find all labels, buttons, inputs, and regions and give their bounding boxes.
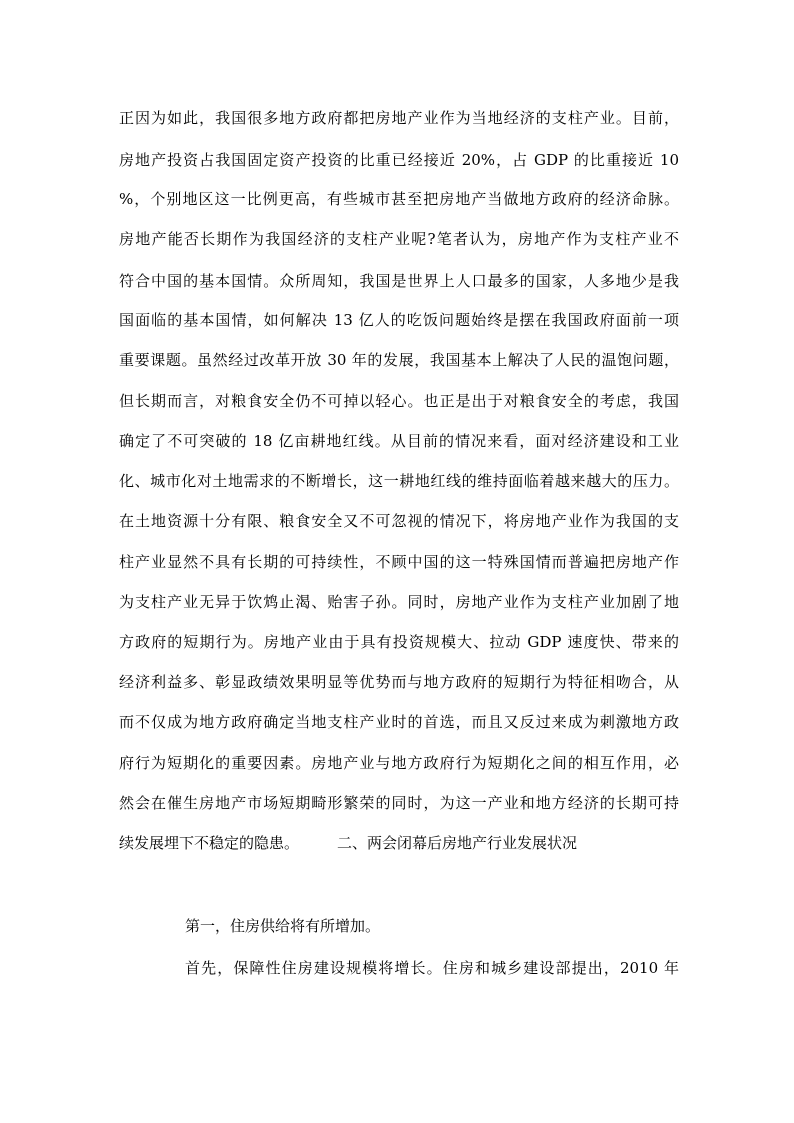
body-text-line: 府行为短期化的重要因素。房地产业与地方政府行为短期化之间的相互作用，必 [119, 754, 679, 772]
body-text-line: 房地产投资占我国固定资产投资的比重已经接近 20%，占 GDP 的比重接近 10 [119, 151, 679, 169]
subheading: 第一，住房供给将有所增加。 [185, 917, 381, 935]
body-text-line: 化、城市化对土地需求的不断增长，这一耕地红线的维持面临着越来越大的压力。 [119, 472, 679, 490]
body-text-line: 房地产能否长期作为我国经济的支柱产业呢?笔者认为，房地产作为支柱产业不 [119, 230, 679, 248]
body-text-last-line [119, 833, 679, 853]
paragraph-2-first-line: 首先，保障性住房建设规模将增长。住房和城乡建设部提出，2010 年 [185, 959, 679, 977]
body-text-line: 确定了不可突破的 18 亿亩耕地红线。从目前的情况来看，面对经济建设和工业 [119, 432, 679, 450]
body-text-line: 经济利益多、彰显政绩效果明显等优势而与地方政府的短期行为特征相吻合，从 [119, 673, 679, 691]
body-text-line: 柱产业显然不具有长期的可持续性，不顾中国的这一特殊国情而普遍把房地产作 [119, 553, 679, 571]
body-text-line: 方政府的短期行为。房地产业由于具有投资规模大、拉动 GDP 速度快、带来的 [119, 633, 679, 651]
body-text-line: 为支柱产业无异于饮鸩止渴、贻害子孙。同时，房地产业作为支柱产业加剧了地 [119, 593, 679, 611]
paragraph-closing-text: 续发展埋下不稳定的隐患。 [119, 834, 300, 852]
body-text-line: 但长期而言，对粮食安全仍不可掉以轻心。也正是出于对粮食安全的考虑，我国 [119, 392, 679, 410]
body-text-line: 然会在催生房地产市场短期畸形繁荣的同时，为这一产业和地方经济的长期可持 [119, 794, 679, 812]
body-text-line: 正因为如此，我国很多地方政府都把房地产业作为当地经济的支柱产业。目前， [119, 109, 679, 127]
section-heading: 二、两会闭幕后房地产行业发展状况 [337, 834, 578, 852]
body-text-line: 而不仅成为地方政府确定当地支柱产业时的首选，而且又反过来成为刺激地方政 [119, 713, 679, 731]
body-text-line: 在土地资源十分有限、粮食安全又不可忽视的情况下，将房地产业作为我国的支 [119, 512, 679, 530]
body-text-line: 符合中国的基本国情。众所周知，我国是世界上人口最多的国家，人多地少是我 [119, 272, 679, 290]
body-text-line: %，个别地区这一比例更高，有些城市甚至把房地产当做地方政府的经济命脉。 [119, 190, 679, 208]
body-text-line: 重要课题。虽然经过改革开放 30 年的发展，我国基本上解决了人民的温饱问题， [119, 351, 679, 369]
body-text-line: 国面临的基本国情，如何解决 13 亿人的吃饭问题始终是摆在我国政府面前一项 [119, 311, 679, 329]
